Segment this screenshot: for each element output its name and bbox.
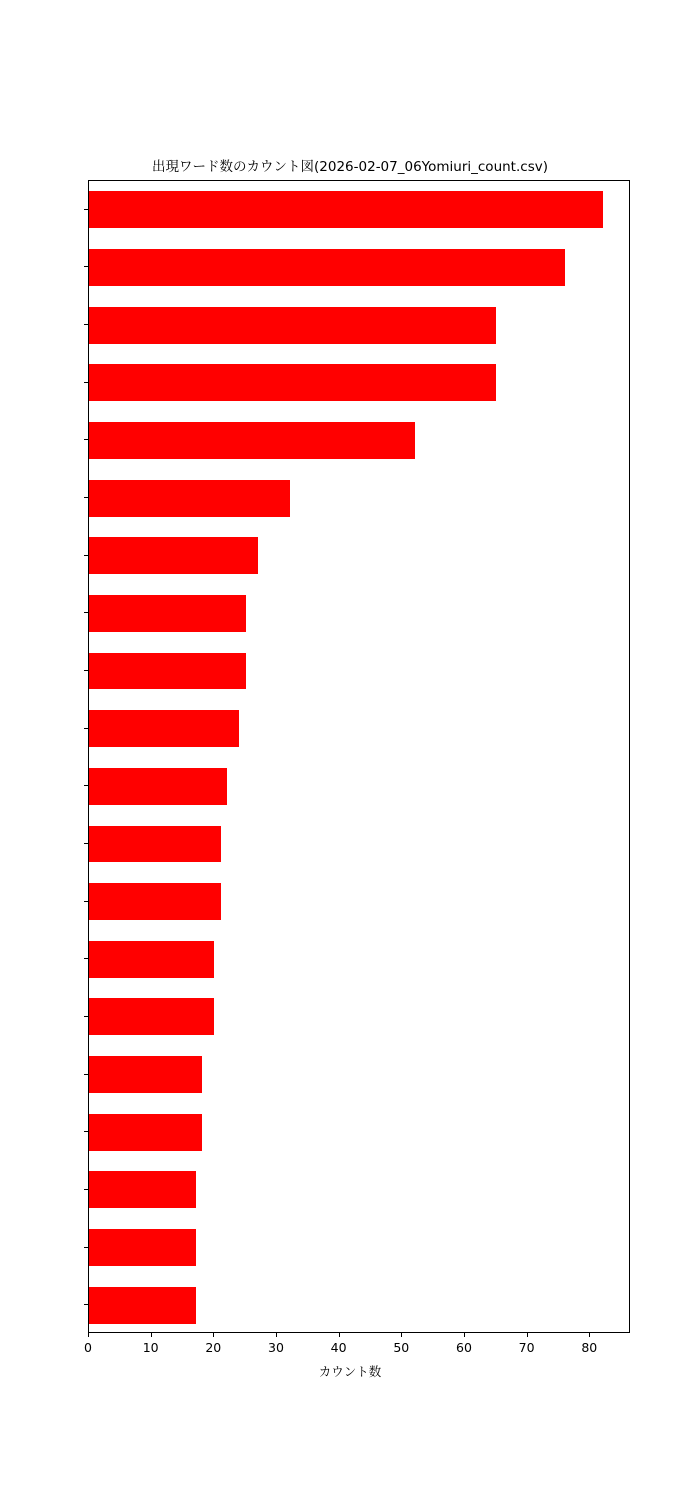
- bar-row: [89, 307, 629, 344]
- bar-row: [89, 249, 629, 286]
- bar: [89, 653, 246, 690]
- y-axis-tick-mark: [84, 439, 88, 440]
- x-axis-tick-label: 30: [268, 1340, 284, 1355]
- y-axis-tick-mark: [84, 1074, 88, 1075]
- bar-row: [89, 1056, 629, 1093]
- x-axis-tick-label: 10: [142, 1340, 159, 1355]
- bar-row: [89, 1114, 629, 1151]
- y-axis-tick-mark: [84, 266, 88, 267]
- x-axis-tick-mark: [589, 1333, 590, 1337]
- plot-area: [88, 180, 630, 1333]
- bar: [89, 480, 290, 517]
- bar-row: [89, 364, 629, 401]
- bar-row: [89, 653, 629, 690]
- x-axis-tick-mark: [151, 1333, 152, 1337]
- bar: [89, 710, 239, 747]
- bar: [89, 249, 565, 286]
- bar-row: [89, 1287, 629, 1324]
- x-axis-label: カウント数: [318, 1364, 382, 1379]
- y-axis-tick-mark: [84, 209, 88, 210]
- bar-row: [89, 595, 629, 632]
- bar-row: [89, 422, 629, 459]
- bar: [89, 941, 214, 978]
- x-axis-tick-label: 80: [581, 1340, 598, 1355]
- bars-layer: [89, 181, 629, 1332]
- x-axis-tick-mark: [464, 1333, 465, 1337]
- y-axis-tick-mark: [84, 324, 88, 325]
- x-axis-tick-label: 20: [205, 1340, 222, 1355]
- chart-title: 出現ワード数のカウント図(2026-02-07_06Yomiuri_count.csv): [152, 159, 548, 175]
- y-axis-tick-mark: [84, 555, 88, 556]
- y-axis-tick-mark: [84, 1131, 88, 1132]
- bar: [89, 826, 221, 863]
- bar: [89, 1114, 202, 1151]
- bar: [89, 364, 496, 401]
- y-axis-tick-mark: [84, 1189, 88, 1190]
- bar-row: [89, 710, 629, 747]
- bar: [89, 1287, 196, 1324]
- y-axis-tick-mark: [84, 1247, 88, 1248]
- x-axis-tick-mark: [88, 1333, 89, 1337]
- bar: [89, 768, 227, 805]
- x-axis-tick-label: 70: [518, 1340, 535, 1355]
- bar-row: [89, 480, 629, 517]
- bar: [89, 1171, 196, 1208]
- bar-row: [89, 998, 629, 1035]
- y-axis-tick-mark: [84, 843, 88, 844]
- y-axis-tick-mark: [84, 785, 88, 786]
- y-axis-tick-mark: [84, 958, 88, 959]
- bar: [89, 422, 415, 459]
- y-axis-tick-mark: [84, 901, 88, 902]
- bar-row: [89, 191, 629, 228]
- x-axis-tick-mark: [339, 1333, 340, 1337]
- x-axis-tick-label: 60: [456, 1340, 472, 1355]
- bar: [89, 191, 603, 228]
- bar: [89, 595, 246, 632]
- bar: [89, 537, 258, 574]
- bar: [89, 883, 221, 920]
- x-axis-tick-mark: [213, 1333, 214, 1337]
- bar-row: [89, 1229, 629, 1266]
- bar: [89, 307, 496, 344]
- bar-row: [89, 941, 629, 978]
- y-axis-tick-mark: [84, 612, 88, 613]
- bar: [89, 1229, 196, 1266]
- bar: [89, 998, 214, 1035]
- y-axis-tick-mark: [84, 497, 88, 498]
- x-axis-tick-mark: [276, 1333, 277, 1337]
- x-axis-tick-mark: [401, 1333, 402, 1337]
- bar: [89, 1056, 202, 1093]
- y-axis-tick-mark: [84, 670, 88, 671]
- bar-row: [89, 537, 629, 574]
- y-axis-tick-mark: [84, 1304, 88, 1305]
- x-axis-tick-label: 50: [393, 1340, 410, 1355]
- bar-row: [89, 883, 629, 920]
- y-axis-tick-mark: [84, 1016, 88, 1017]
- x-axis-tick-mark: [527, 1333, 528, 1337]
- bar-row: [89, 1171, 629, 1208]
- bar-row: [89, 768, 629, 805]
- y-axis-tick-mark: [84, 728, 88, 729]
- x-axis-tick-label: 40: [330, 1340, 347, 1355]
- bar-row: [89, 826, 629, 863]
- y-axis-tick-mark: [84, 382, 88, 383]
- x-axis-tick-label: 0: [84, 1340, 92, 1355]
